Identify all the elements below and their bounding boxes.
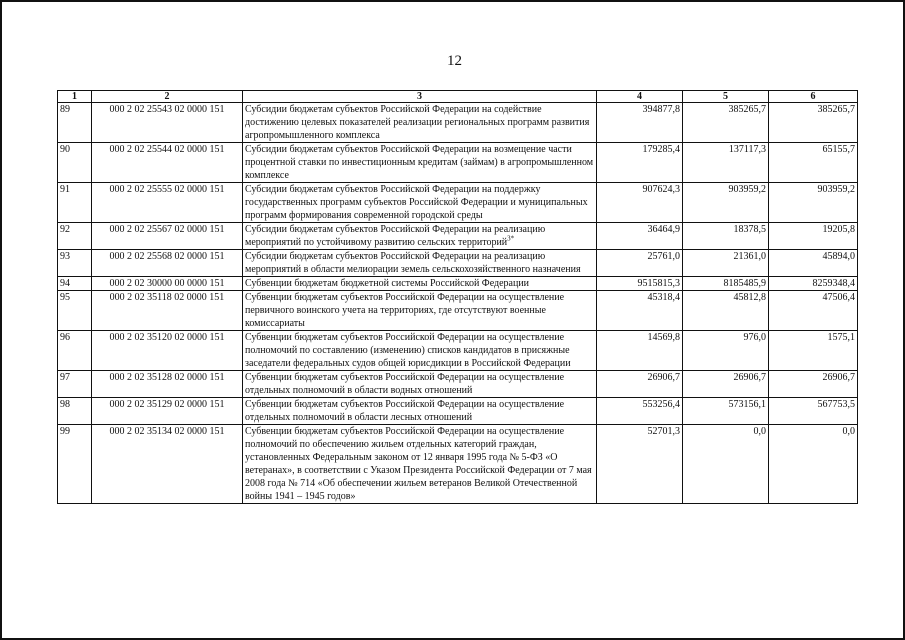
table-row: [58, 425, 858, 504]
row-number: 95: [58, 291, 92, 331]
amount-col-6: 45894,0: [769, 250, 858, 277]
description-text: Субсидии бюджетам субъектов Российской Федерации на содействие достижению целевых показателей реализации региональных программ развития агропромышленного комплекса: [245, 104, 590, 141]
row-number: 94: [58, 277, 92, 291]
amount-col-6: 65155,7: [769, 143, 858, 183]
amount-col-5: 26906,7: [683, 371, 769, 398]
table-header-row: [58, 91, 858, 103]
description-text: Субсидии бюджетам субъектов Российской Федерации на реализацию мероприятий по устойчивому развитию сельских территорий: [245, 224, 546, 248]
row-number: 92: [58, 223, 92, 250]
amount-col-5: 573156,1: [683, 398, 769, 425]
column-header-5: 5: [683, 91, 769, 103]
description-text: Субсидии бюджетам субъектов Российской Федерации на реализацию мероприятий в области мелиорации земель сельскохозяйственного назначения: [245, 251, 581, 275]
column-header-6: 6: [769, 91, 858, 103]
column-header-1: 1: [58, 91, 92, 103]
budget-code: 000 2 02 35129 02 0000 151: [92, 398, 243, 425]
amount-col-4: 45318,4: [597, 291, 683, 331]
row-number: 93: [58, 250, 92, 277]
row-description: [243, 371, 597, 398]
row-description: [243, 331, 597, 371]
amount-col-4: 553256,4: [597, 398, 683, 425]
amount-col-5: 0,0: [683, 425, 769, 504]
amount-col-4: 14569,8: [597, 331, 683, 371]
table-row: [58, 371, 858, 398]
amount-col-4: 907624,3: [597, 183, 683, 223]
row-number: 99: [58, 425, 92, 504]
amount-col-6: 385265,7: [769, 103, 858, 143]
page-number: 12: [447, 53, 462, 69]
table-row: [58, 223, 858, 250]
amount-col-5: 21361,0: [683, 250, 769, 277]
budget-code: 000 2 02 25567 02 0000 151: [92, 223, 243, 250]
column-header-2: 2: [92, 91, 243, 103]
row-number: 98: [58, 398, 92, 425]
budget-code: 000 2 02 30000 00 0000 151: [92, 277, 243, 291]
row-number: 91: [58, 183, 92, 223]
amount-col-6: 903959,2: [769, 183, 858, 223]
budget-code: 000 2 02 35134 02 0000 151: [92, 425, 243, 504]
column-header-3: 3: [243, 91, 597, 103]
table-row: [58, 291, 858, 331]
description-text: Субвенции бюджетам субъектов Российской Федерации на осуществление полномочий по составлению (изменению) списков кандидатов в присяжные заседатели федеральных судов общей юрисдикции в Российской Федерации: [245, 332, 571, 369]
row-description: [243, 143, 597, 183]
amount-col-6: 26906,7: [769, 371, 858, 398]
row-description: [243, 250, 597, 277]
table-row: [58, 103, 858, 143]
column-header-4: 4: [597, 91, 683, 103]
amount-col-4: 25761,0: [597, 250, 683, 277]
budget-code: 000 2 02 25543 02 0000 151: [92, 103, 243, 143]
description-text: Субвенции бюджетам субъектов Российской Федерации на осуществление отдельных полномочий в области лесных отношений: [245, 399, 565, 423]
row-number: 90: [58, 143, 92, 183]
description-text: Субвенции бюджетам субъектов Российской Федерации на осуществление полномочий по обеспечению жильем отдельных категорий граждан, установленных Федеральным законом от 12 января 1995 года № 5-ФЗ «О ветеранах», в соответствии с Указом Президента Российской Федерации от 7 мая 2008 года № 714 «Об обеспечении жильем ветеранов Великой Отечественной войны 1941 – 1945 годов»: [245, 426, 592, 502]
amount-col-5: 137117,3: [683, 143, 769, 183]
budget-code: 000 2 02 35120 02 0000 151: [92, 331, 243, 371]
amount-col-4: 394877,8: [597, 103, 683, 143]
budget-code: 000 2 02 25568 02 0000 151: [92, 250, 243, 277]
amount-col-5: 903959,2: [683, 183, 769, 223]
table-row: [58, 250, 858, 277]
table-row: [58, 183, 858, 223]
row-description: [243, 291, 597, 331]
amount-col-5: 976,0: [683, 331, 769, 371]
table-row: [58, 277, 858, 291]
table-row: [58, 143, 858, 183]
amount-col-6: 8259348,4: [769, 277, 858, 291]
table-row: [58, 398, 858, 425]
row-description: [243, 425, 597, 504]
row-number: 96: [58, 331, 92, 371]
budget-code: 000 2 02 35118 02 0000 151: [92, 291, 243, 331]
description-text: Субвенции бюджетам бюджетной системы Российской Федерации: [245, 278, 530, 289]
amount-col-4: 52701,3: [597, 425, 683, 504]
amount-col-6: 1575,1: [769, 331, 858, 371]
amount-col-6: 19205,8: [769, 223, 858, 250]
row-description: [243, 398, 597, 425]
row-number: 97: [58, 371, 92, 398]
row-number: 89: [58, 103, 92, 143]
description-text: Субвенции бюджетам субъектов Российской Федерации на осуществление первичного воинского учета на территориях, где отсутствуют военные комиссариаты: [245, 292, 565, 329]
row-description: [243, 223, 597, 250]
description-text: Субвенции бюджетам субъектов Российской Федерации на осуществление отдельных полномочий в области водных отношений: [245, 372, 565, 396]
budget-table: [57, 90, 858, 504]
amount-col-4: 9515815,3: [597, 277, 683, 291]
amount-col-6: 567753,5: [769, 398, 858, 425]
description-text: Субсидии бюджетам субъектов Российской Федерации на возмещение части процентной ставки по инвестиционным кредитам (займам) в агропромышленном комплексе: [245, 144, 594, 181]
row-description: [243, 183, 597, 223]
amount-col-6: 47506,4: [769, 291, 858, 331]
row-description: [243, 277, 597, 291]
description-text: Субсидии бюджетам субъектов Российской Федерации на поддержку государственных программ субъектов Российской Федерации и муниципальных программ формирования современной городской среды: [245, 184, 588, 221]
budget-code: 000 2 02 25555 02 0000 151: [92, 183, 243, 223]
footnote-mark: 3*: [507, 234, 515, 243]
table-row: [58, 331, 858, 371]
row-description: [243, 103, 597, 143]
budget-code: 000 2 02 25544 02 0000 151: [92, 143, 243, 183]
budget-code: 000 2 02 35128 02 0000 151: [92, 371, 243, 398]
amount-col-5: 45812,8: [683, 291, 769, 331]
amount-col-5: 8185485,9: [683, 277, 769, 291]
amount-col-4: 179285,4: [597, 143, 683, 183]
amount-col-4: 36464,9: [597, 223, 683, 250]
amount-col-5: 385265,7: [683, 103, 769, 143]
amount-col-5: 18378,5: [683, 223, 769, 250]
amount-col-4: 26906,7: [597, 371, 683, 398]
amount-col-6: 0,0: [769, 425, 858, 504]
table-body: [58, 103, 858, 504]
